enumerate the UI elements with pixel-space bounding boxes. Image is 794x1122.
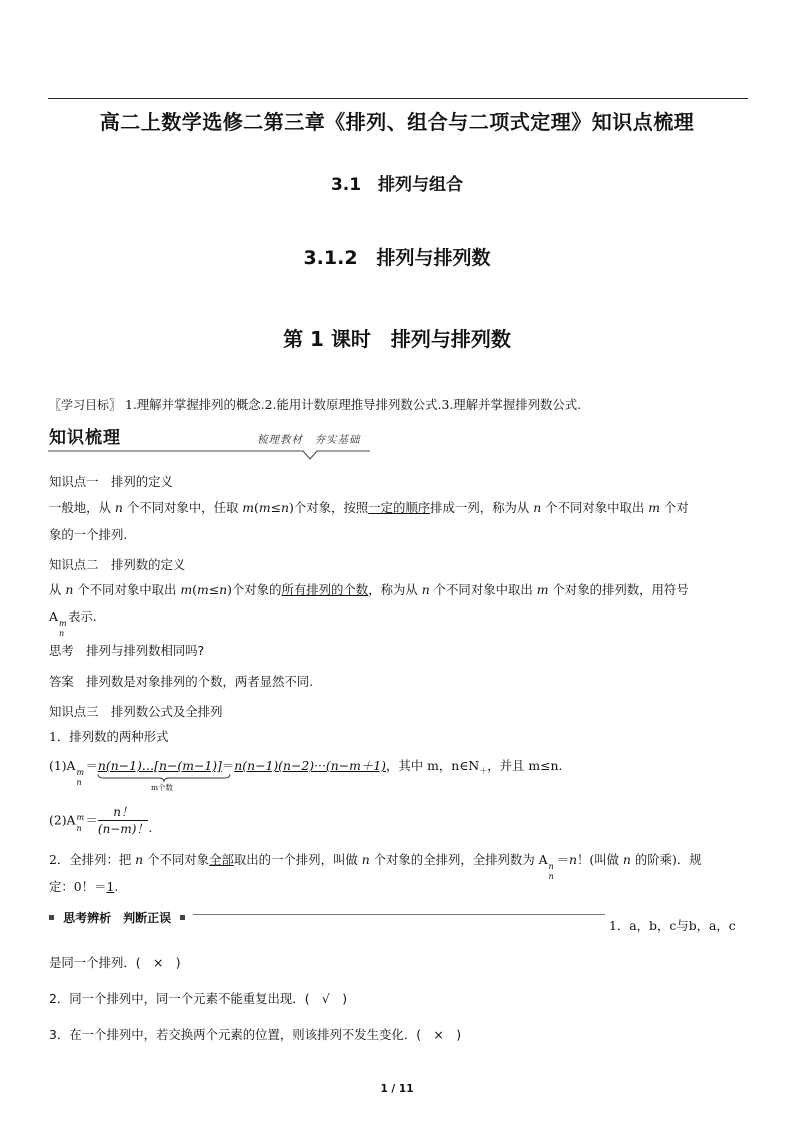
kp2-heading: 知识点二 排列数的定义 xyxy=(49,557,186,572)
section-title: 3.1 排列与组合 xyxy=(330,175,464,195)
underbrace-label: m个数 xyxy=(151,783,174,792)
kp3-item2-line2: 定：0！＝1. xyxy=(49,879,119,894)
judge-q2: 2．同一个排列中，同一个元素不能重复出现．( √ ) xyxy=(49,991,348,1006)
banner-subtitle: 梳理教材 夯实基础 xyxy=(257,434,361,446)
kp3-item2-line1: 2．全排列：把 n 个不同对象全部取出的一个排列，叫做 n 个对象的全排列，全排列数为 A n n ＝n！(叫做 n 的阶乘)．规 xyxy=(49,852,702,881)
kp3-item1: 1．排列数的两种形式 xyxy=(49,729,169,744)
kp1-heading: 知识点一 排列的定义 xyxy=(49,474,173,489)
objectives-text: 1.理解并掌握排列的概念.2.能用计数原理推导排列数公式.3.理解并掌握排列数公式. xyxy=(121,397,582,412)
page-number: 1 / 11 xyxy=(380,1083,414,1095)
square-bullet-icon xyxy=(49,915,54,920)
judge-q3: 3．在一个排列中，若交换两个元素的位置，则该排列不发生变化．( × ) xyxy=(49,1027,462,1042)
objectives-label: 〖学习目标〗 xyxy=(49,398,122,412)
subsection-title: 3.1.2 排列与排列数 xyxy=(303,247,491,269)
judge-heading-rule xyxy=(193,914,605,915)
judge-q1-tail: 是同一个排列．( × ) xyxy=(49,955,181,970)
formula-1: (1)A m n ＝n(n−1)…[n−(m−1)]＝n(n−1)(n−2)···(n−m＋1)，其中 m，$n\in N_+$，并且 m≤n. xyxy=(49,758,563,787)
banner-title: 知识梳理 xyxy=(49,428,121,448)
formula-2-fraction: $\frac{n!}{(n-m)!}$ xyxy=(97,805,149,836)
formula-2: (2)A m n ＝ $\frac{n!}{(n-m)!}$ . xyxy=(49,805,153,836)
kp2-line1: 从 n 个不同对象中取出 m(m≤n)个对象的所有排列的个数，称为从 n 个不同对象中取出 m 个对象的排列数，用符号 xyxy=(49,582,689,597)
square-bullet-icon xyxy=(180,915,185,920)
kp3-heading: 知识点三 排列数公式及全排列 xyxy=(49,704,223,719)
kp2-line2: A m n 表示. xyxy=(49,609,97,638)
kp1-underlined-term: 一定的顺序 xyxy=(368,500,431,515)
judge-q1-head: 1．a，b，c与b，a，c xyxy=(609,918,736,933)
header-rule xyxy=(48,98,748,99)
think-answer: 答案 排列数是对象排列的个数，两者显然不同. xyxy=(49,674,314,689)
banner-underline xyxy=(48,450,370,464)
lesson-title: 第 1 课时 排列与排列数 xyxy=(283,327,511,351)
kp1-line2: 象的一个排列. xyxy=(49,527,128,542)
document-title: 高二上数学选修二第三章《排列、组合与二项式定理》知识点梳理 xyxy=(99,110,695,134)
judge-heading-bar: 思考辨析 判断正误 xyxy=(49,907,185,926)
learning-objectives xyxy=(49,396,581,414)
kp1-line1: 一般地，从 n 个不同对象中，任取 m(m≤n)个对象，按照一定的顺序排成一列，称为从 n 个不同对象中取出 m 个对 xyxy=(49,500,689,515)
formula-1-braced-product: n(n−1)…[n−(m−1)] xyxy=(97,758,222,773)
formula-1-expanded: n(n−1)(n−2)···(n−m＋1) xyxy=(234,758,386,773)
kp2-underlined-term: 所有排列的个数 xyxy=(281,582,369,597)
think-question: 思考 排列与排列数相同吗? xyxy=(49,643,205,658)
